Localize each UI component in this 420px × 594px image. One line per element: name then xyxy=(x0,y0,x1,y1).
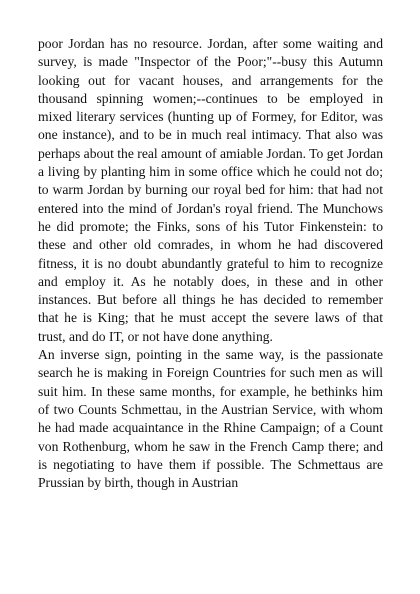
paragraph-2: An inverse sign, pointing in the same way, is the passionate search he is making in Foreign Countries for such men as will suit him. In these same months, for example, he bethinks him of two Counts Schmettau, in the Austrian Service, with whom he had made acquaintance in the Rhine Campaign; of a Count von Rothenburg, whom he saw in the French Camp there; and is negotiating to have them if possible. The Schmettaus are Prussian by birth, though in Austrian xyxy=(38,347,383,491)
document-page xyxy=(38,35,383,492)
paragraph-1: poor Jordan has no resource. Jordan, after some waiting and survey, is made "Inspector of the Poor;"--busy this Autumn looking out for vacant houses, and arrangements for the thousand spinning women;--continues to be employed in mixed literary services (hunting up of Formey, for Editor, was one instance), and to be in much real intimacy. That also was perhaps about the real amount of amiable Jordan. To get Jordan a living by planting him in some office which he could not do; to warm Jordan by burning our royal bed for him: that had not entered into the mind of Jordan's royal friend. The Munchows he did promote; the Finks, sons of his Tutor Finkenstein: to these and other old comrades, in whom he had discovered fitness, it is no doubt abundantly grateful to him to recognize and employ it. As he notably does, in these and in other instances. But before all things he has decided to remember that he is King; that he must accept the severe laws of that trust, and do IT, or not have done anything. xyxy=(38,36,383,344)
